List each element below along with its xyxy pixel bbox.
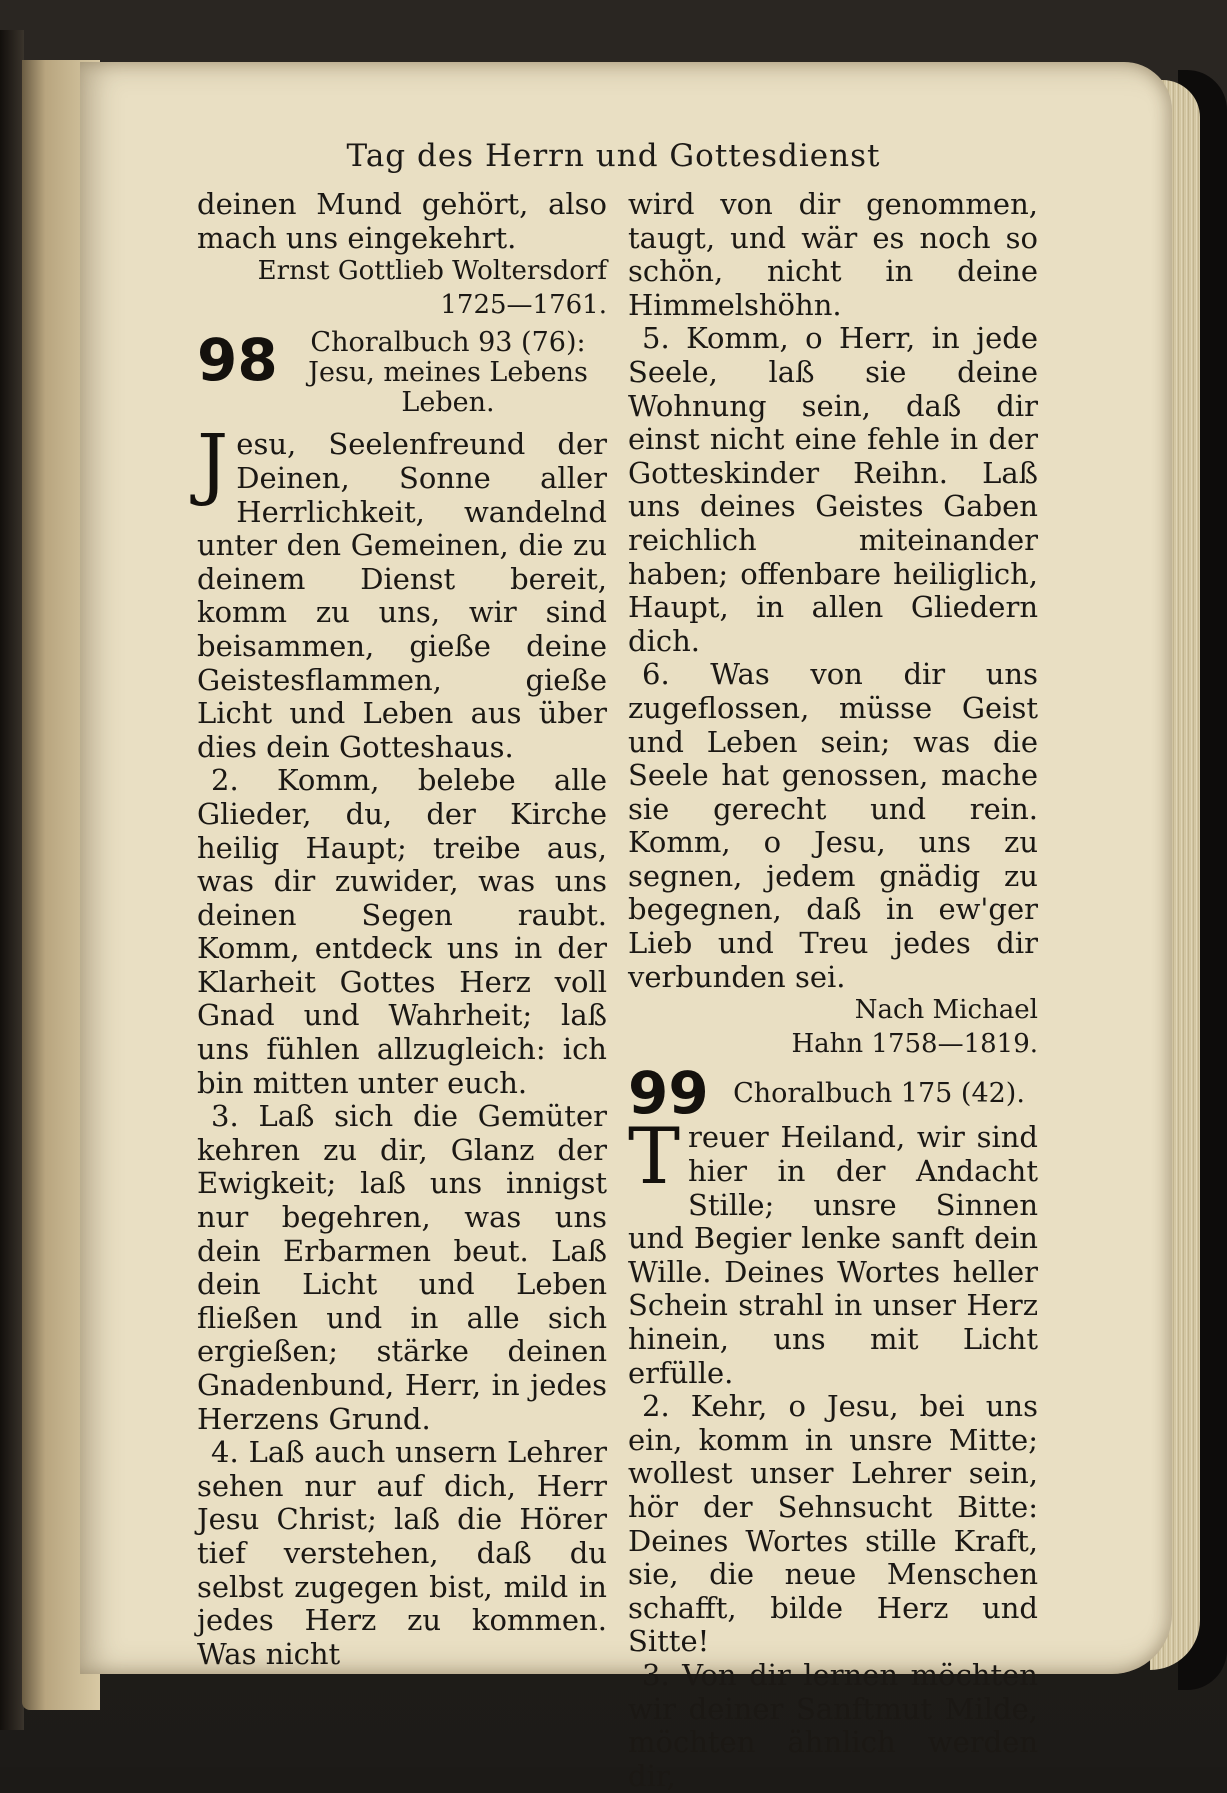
hymn-verse-2: 2. Kehr, o Jesu, bei uns ein, komm in unsre Mitte; wollest unser Lehrer sein, hör der Sehnsucht Bitte: Deines Wortes stille Kraft, sie, die neue Menschen schafft, bilde Herz und Sitte!: [628, 1389, 1038, 1659]
hymn-verse-2: 2. Komm, belebe alle Glieder, du, der Kirche heilig Haupt; treibe aus, was dir zuwider, was uns deinen Segen raubt. Komm, entdeck uns in der Klarheit Gottes Herz voll Gnad und Wahrheit; laß uns fühlen allzugleich: ich bin mitten unter euch.: [197, 763, 607, 1100]
melody-name: Jesu, meines Lebens Leben.: [308, 357, 588, 419]
running-head: Tag des Herrn und Gottesdienst: [346, 138, 881, 174]
author-name: Ernst Gottlieb Woltersdorf: [257, 256, 607, 287]
author-name: Nach Michael: [854, 995, 1038, 1026]
hymn-verse-3: 3. Von dir lernen möchten wir deiner Sanftmut Milde, möchten ähnlich werden dir,: [628, 1657, 1038, 1793]
author-dates: Hahn 1758—1819.: [791, 1028, 1038, 1059]
left-column: [197, 188, 607, 1671]
hymn-verse-1: [628, 1112, 1038, 1390]
hymn-verse-4: 4. Laß auch unsern Lehrer sehen nur auf dich, Herr Jesu Christ; laß die Hörer tief verstehen, daß du selbst zugegen bist, mild in jedes Herz zu kommen. Was nicht: [197, 1435, 607, 1671]
author-dates: 1725—1761.: [440, 289, 607, 320]
hymn-verse-1: [197, 419, 607, 764]
verse-1-text: reuer Heiland, wir sind hier in der Andacht Stille; unsre Sinnen und Begier lenke sanft dein Wille. Deines Wortes heller Schein strahl in unser Herz hinein, uns mit Licht erfülle.: [628, 1120, 1038, 1390]
right-column: [628, 188, 1038, 1793]
book-cover-left: [0, 30, 24, 1730]
drop-cap: J: [197, 419, 229, 510]
verse-continuation: deinen Mund gehört, also mach uns eingekehrt.: [197, 187, 607, 255]
hymn-number: 98: [197, 326, 278, 395]
verse-1-text: esu, Seelenfreund der Deinen, Sonne aller Herrlichkeit, wandelnd unter den Gemeinen, die zu deinem Dienst bereit, komm zu uns, wir sind beisammen, gieße deine Geistesflammen, gieße Licht und Leben aus über dies dein Gotteshaus.: [197, 427, 607, 764]
verse-continuation: wird von dir genommen, taugt, und wär es noch so schön, nicht in deine Himmelshöhn.: [628, 187, 1038, 322]
drop-cap: T: [628, 1112, 681, 1203]
hymn-header-99: [628, 1059, 1038, 1128]
choralbuch-reference: Choralbuch 93 (76):: [310, 327, 586, 359]
hymn-verse-5: 5. Komm, o Herr, in jede Seele, laß sie deine Wohnung sein, daß dir einst nicht eine fehle in der Gotteskinder Reihn. Laß uns deines Geistes Gaben reichlich miteinander haben; offenbare heiliglich, Haupt, in allen Gliedern dich.: [628, 321, 1038, 658]
choralbuch-reference: Choralbuch 175 (42).: [733, 1078, 1025, 1110]
hymn-verse-6: 6. Was von dir uns zugeflossen, müsse Geist und Leben sein; was die Seele hat genossen, mache sie gerecht und rein. Komm, o Jesu, uns zu segnen, jedem gnädig zu begegnen, daß in ew'ger Lieb und Treu jedes dir verbunden sei.: [628, 657, 1038, 994]
hymn-header-98: [197, 328, 607, 428]
hymn-verse-3: 3. Laß sich die Gemüter kehren zu dir, Glanz der Ewigkeit; laß uns innigst nur begehren, was uns dein Erbarmen beut. Laß dein Licht und Leben fließen und in alle sich ergießen; stärke deinen Gnadenbund, Herr, in jedes Herzens Grund.: [197, 1099, 607, 1436]
hymn-number: 99: [628, 1059, 709, 1128]
